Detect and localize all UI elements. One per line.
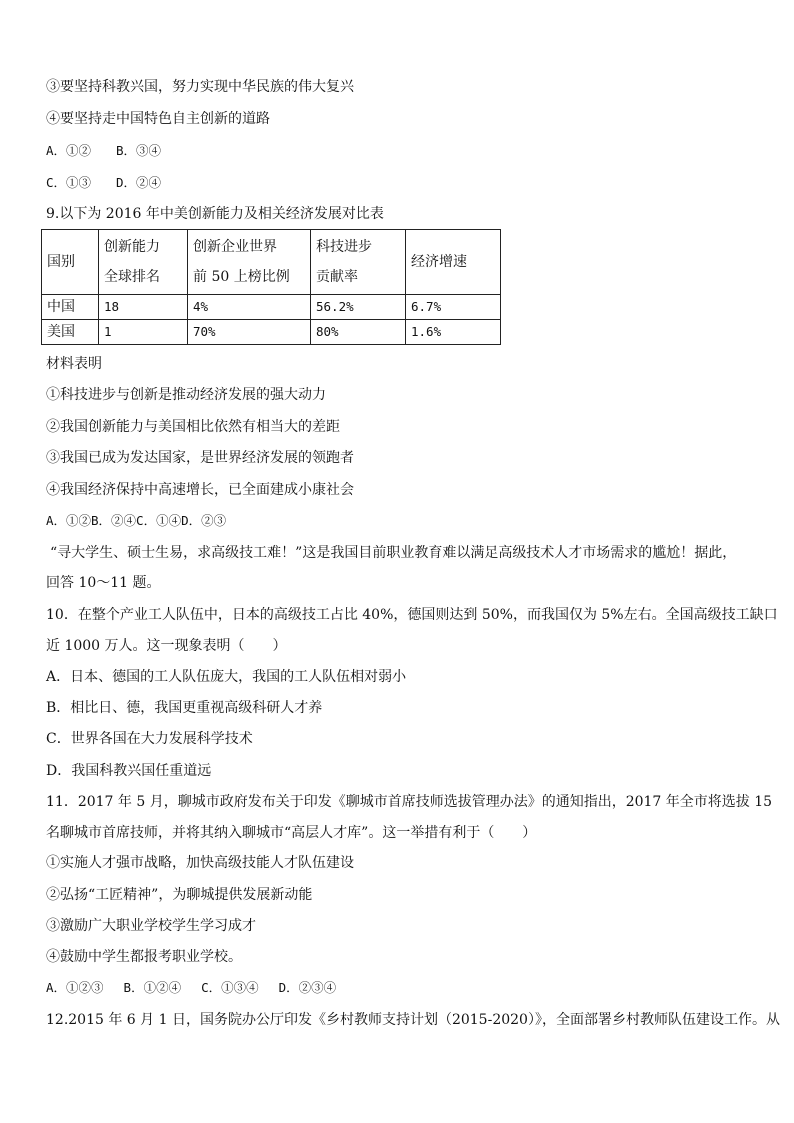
answer-options: C．①③ D．②④ bbox=[46, 175, 162, 190]
option-b: B．相比日、德，我国更重视高级科研人才养 bbox=[46, 700, 323, 716]
comparison-table bbox=[41, 229, 501, 345]
table-cell: 4% bbox=[188, 295, 311, 320]
table-header-cell: 经济增速 bbox=[406, 230, 501, 295]
text-line: ②我国创新能力与美国相比依然有相当大的差距 bbox=[46, 419, 340, 435]
text-line: ④鼓励中学生都报考职业学校。 bbox=[46, 949, 242, 965]
table-cell: 18 bbox=[99, 295, 188, 320]
table-header-cell: 创新能力 全球排名 bbox=[99, 230, 188, 295]
option-a: A．日本、德国的工人队伍庞大，我国的工人队伍相对弱小 bbox=[46, 669, 407, 685]
answer-options: A．①②B．②④C．①④D．②③ bbox=[46, 513, 227, 528]
table-header-cell: 国别 bbox=[42, 230, 99, 295]
table-cell: 1.6% bbox=[406, 320, 501, 345]
question-9-stem: 9.以下为 2016 年中美创新能力及相关经济发展对比表 bbox=[46, 206, 384, 222]
table-cell: 70% bbox=[188, 320, 311, 345]
answer-options: A．①② B．③④ bbox=[46, 143, 162, 158]
answer-options: A．①②③ B．①②④ C．①③④ D．②③④ bbox=[46, 980, 337, 995]
table-row bbox=[42, 320, 501, 345]
text-line: 近 1000 万人。这一现象表明（ ） bbox=[46, 638, 287, 654]
text-line: ④要坚持走中国特色自主创新的道路 bbox=[46, 111, 270, 127]
table-cell: 80% bbox=[311, 320, 406, 345]
text-line: ③我国已成为发达国家，是世界经济发展的领跑者 bbox=[46, 450, 354, 466]
table-cell: 中国 bbox=[42, 295, 99, 320]
table-header-cell: 科技进步 贡献率 bbox=[311, 230, 406, 295]
table-cell: 1 bbox=[99, 320, 188, 345]
option-c: C．世界各国在大力发展科学技术 bbox=[46, 731, 253, 747]
question-11-stem: 11．2017 年 5 月，聊城市政府发布关于印发《聊城市首席技师选拔管理办法》的通知指出，2017 年全市将选拔 15 bbox=[46, 794, 773, 810]
question-10-stem: 10．在整个产业工人队伍中，日本的高级技工占比 40%，德国则达到 50%，而我国仅为 5%左右。全国高级技工缺口 bbox=[46, 607, 778, 623]
text-line: 回答 10～11 题。 bbox=[46, 575, 161, 591]
text-line: 名聊城市首席技师，并将其纳入聊城市“高层人才库”。这一举措有利于（ ） bbox=[46, 825, 537, 841]
table-cell: 56.2% bbox=[311, 295, 406, 320]
table-row bbox=[42, 295, 501, 320]
text-line: ③要坚持科教兴国，努力实现中华民族的伟大复兴 bbox=[46, 79, 354, 95]
table-cell: 6.7% bbox=[406, 295, 501, 320]
option-d: D．我国科教兴国任重道远 bbox=[46, 763, 212, 779]
text-line: ①科技进步与创新是推动经济发展的强大动力 bbox=[46, 387, 326, 403]
passage-intro: “寻大学生、硕士生易，求高级技工难！”这是我国目前职业教育难以满足高级技术人才市场需求的尴尬！据此， bbox=[50, 545, 737, 561]
text-line: ③激励广大职业学校学生学习成才 bbox=[46, 918, 256, 934]
table-header-row bbox=[42, 230, 501, 295]
table-cell: 美国 bbox=[42, 320, 99, 345]
text-line: ①实施人才强市战略，加快高级技能人才队伍建设 bbox=[46, 855, 354, 871]
text-line: 材料表明 bbox=[46, 356, 102, 372]
table-header-cell: 创新企业世界 前 50 上榜比例 bbox=[188, 230, 311, 295]
text-line: ④我国经济保持中高速增长，已全面建成小康社会 bbox=[46, 482, 354, 498]
text-line: ②弘扬“工匠精神”，为聊城提供发展新动能 bbox=[46, 887, 313, 903]
question-12-stem: 12.2015 年 6 月 1 日，国务院办公厅印发《乡村教师支持计划（2015-2020）》，全面部署乡村教师队伍建设工作。从 bbox=[46, 1012, 780, 1028]
